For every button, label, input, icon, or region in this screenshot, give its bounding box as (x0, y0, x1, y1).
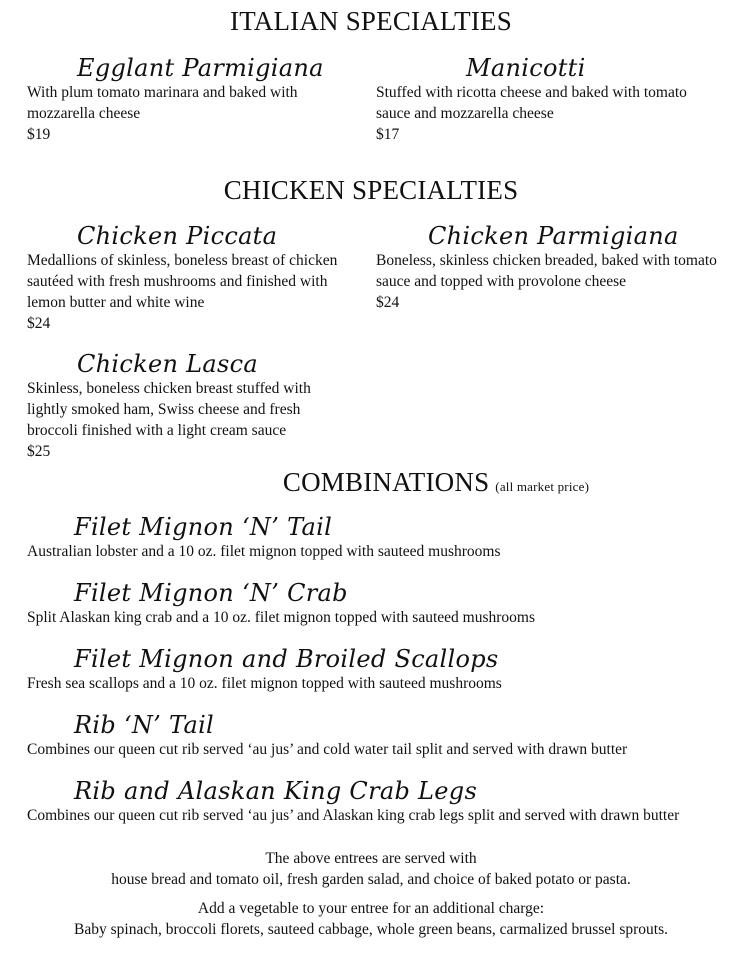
menu-item-chicken-parmigiana (376, 222, 721, 313)
menu-item-eggplant-parmigiana (27, 54, 357, 145)
dish-description: Combines our queen cut rib served ‘au jus’ and Alaskan king crab legs split and served with drawn butter (27, 807, 680, 824)
dish-name: Manicotti (466, 54, 586, 82)
dish-name: Chicken Parmigiana (428, 222, 679, 250)
dish-description: Combines our queen cut rib served ‘au jus’ and cold water tail split and served with drawn butter (27, 741, 628, 758)
dish-price: $17 (376, 126, 400, 143)
menu-item-chicken-piccata (27, 222, 347, 334)
dish-description: Stuffed with ricotta cheese and baked with tomato sauce and mozzarella cheese (376, 84, 687, 122)
dish-name: Egglant Parmigiana (77, 54, 324, 82)
menu-item-filet-n-crab (27, 579, 727, 628)
dish-name: Filet Mignon and Broiled Scallops (74, 645, 499, 673)
dish-description: Split Alaskan king crab and a 10 oz. filet mignon topped with sauteed mushrooms (27, 609, 535, 626)
dish-price: $25 (27, 443, 51, 460)
dish-description: Skinless, boneless chicken breast stuffed with lightly smoked ham, Swiss cheese and fresh broccoli finished with a light cream sauce (27, 380, 311, 439)
dish-name: Rib ‘N’ Tail (74, 711, 215, 739)
vegetable-addon-note (0, 898, 742, 940)
combinations-title: COMBINATIONS (282, 467, 490, 497)
dish-price: $24 (27, 315, 51, 332)
footer-line-2: house bread and tomato oil, fresh garden salad, and choice of baked potato or pasta. (111, 871, 631, 888)
footer-line-3: Add a vegetable to your entree for an additional charge: (197, 900, 545, 917)
menu-item-manicotti (376, 54, 711, 145)
chicken-specialties-heading: CHICKEN SPECIALTIES (223, 175, 519, 205)
dish-name: Rib and Alaskan King Crab Legs (74, 777, 478, 805)
italian-specialties-heading: ITALIAN SPECIALTIES (230, 6, 512, 36)
dish-description: Australian lobster and a 10 oz. filet mignon topped with sauteed mushrooms (27, 543, 501, 560)
menu-item-filet-n-tail (27, 513, 727, 562)
menu-item-rib-king-crab-legs (27, 777, 727, 826)
footer-line-4: Baby spinach, broccoli florets, sauteed cabbage, whole green beans, carmalized brussel sprouts. (74, 921, 668, 938)
combinations-heading (0, 467, 742, 498)
dish-description: Medallions of skinless, boneless breast of chicken sautéed with fresh mushrooms and finished with lemon butter and white wine (27, 252, 338, 311)
dish-description: Fresh sea scallops and a 10 oz. filet mignon topped with sauteed mushrooms (27, 675, 502, 692)
entree-sides-note (0, 848, 742, 890)
dish-price: $19 (27, 126, 51, 143)
footer-line-1: The above entrees are served with (265, 850, 477, 867)
menu-item-chicken-lasca (27, 350, 352, 462)
dish-description: Boneless, skinless chicken breaded, baked with tomato sauce and topped with provolone cheese (376, 252, 717, 290)
dish-name: Chicken Piccata (77, 222, 278, 250)
menu-item-rib-n-tail (27, 711, 732, 760)
dish-description: With plum tomato marinara and baked with mozzarella cheese (27, 84, 298, 122)
dish-price: $24 (376, 294, 400, 311)
dish-name: Filet Mignon ‘N’ Crab (74, 579, 348, 607)
menu-item-filet-broiled-scallops (27, 645, 727, 694)
dish-name: Chicken Lasca (77, 350, 258, 378)
dish-name: Filet Mignon ‘N’ Tail (74, 513, 333, 541)
combinations-note: (all market price) (495, 479, 590, 494)
